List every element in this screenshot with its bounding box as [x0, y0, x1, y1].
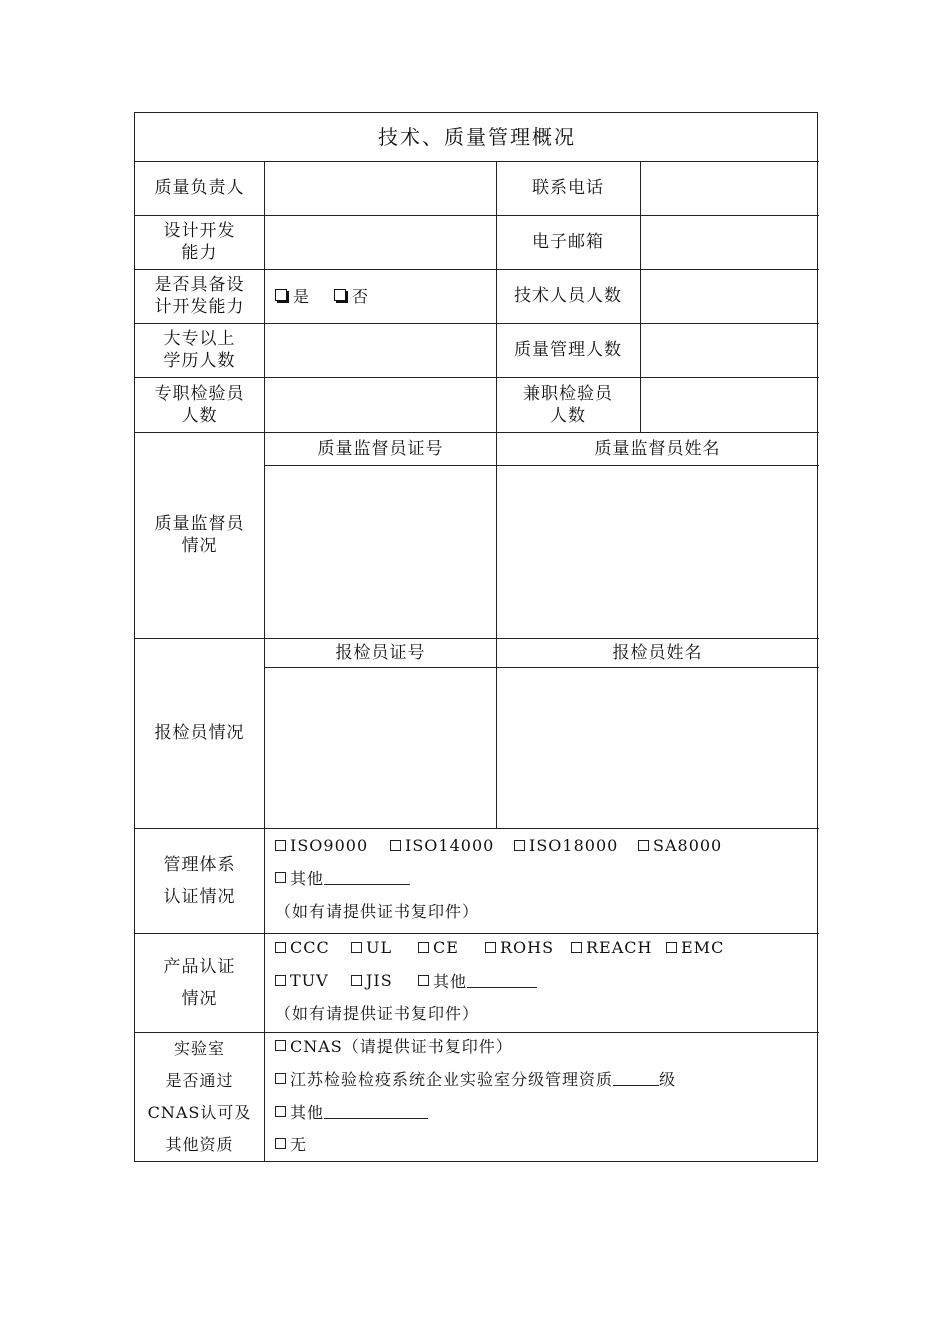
- declarant-name-header: 报检员姓名: [612, 642, 703, 663]
- checkbox-icon[interactable]: [275, 289, 287, 301]
- lab-none-option[interactable]: 无: [275, 1131, 307, 1155]
- no-option[interactable]: 否: [334, 284, 369, 307]
- form-title: 技术、质量管理概况: [378, 125, 576, 149]
- ft-inspectors-label: 专职检验员 人数: [154, 383, 245, 426]
- checkbox-icon[interactable]: [275, 1040, 286, 1051]
- supervisor-name-field[interactable]: [497, 466, 819, 638]
- mgmt-cert-label: 管理体系 认证情况: [163, 854, 236, 907]
- checkbox-icon[interactable]: [485, 942, 496, 953]
- checkbox-icon[interactable]: [275, 840, 286, 851]
- checkbox-icon[interactable]: [666, 942, 677, 953]
- product-cert-label: 产品认证 情况: [163, 956, 236, 1009]
- supervisor-cert-header: 质量监督员证号: [317, 438, 444, 459]
- sa8000-option[interactable]: SA8000: [638, 836, 722, 855]
- checkbox-icon[interactable]: [275, 975, 286, 986]
- product-cert-options: [275, 935, 724, 959]
- checkbox-icon[interactable]: [275, 872, 286, 883]
- supervisor-cert-field[interactable]: [265, 466, 496, 638]
- checkbox-icon[interactable]: [638, 840, 649, 851]
- ft-inspectors-field[interactable]: [265, 378, 496, 432]
- declarant-cert-header: 报检员证号: [335, 642, 426, 663]
- tuv-option[interactable]: TUV: [275, 971, 351, 990]
- checkbox-icon[interactable]: [275, 1138, 286, 1149]
- lab-jiangsu-option[interactable]: 江苏检验检疫系统企业实验室分级管理资质 级: [275, 1066, 676, 1090]
- yes-option[interactable]: 是: [275, 284, 310, 307]
- mgmt-cert-other: [275, 865, 410, 889]
- ul-option[interactable]: UL: [351, 938, 418, 957]
- lab-cnas-option[interactable]: CNAS（请提供证书复印件）: [275, 1033, 513, 1057]
- lab-label: 实验室 是否通过 CNAS认可及 其他资质: [147, 1039, 252, 1154]
- mgmt-cert-note: （如有请提供证书复印件）: [275, 901, 480, 921]
- qm-count-label: 质量管理人数: [514, 340, 622, 360]
- checkbox-icon[interactable]: [351, 942, 362, 953]
- has-design-options: [275, 283, 369, 307]
- design-ability-field[interactable]: [265, 216, 496, 269]
- checkbox-icon[interactable]: [571, 942, 582, 953]
- product-other-blank[interactable]: [467, 973, 537, 988]
- email-label: 电子邮箱: [532, 232, 604, 252]
- declarant-name-field[interactable]: [497, 668, 819, 828]
- declarants-label: 报检员情况: [154, 723, 245, 743]
- college-count-label: 大专以上 学历人数: [163, 329, 236, 371]
- declarant-cert-field[interactable]: [265, 668, 496, 828]
- phone-label: 联系电话: [532, 178, 604, 198]
- college-count-field[interactable]: [265, 324, 496, 377]
- ccc-option[interactable]: CCC: [275, 938, 351, 957]
- qm-count-field[interactable]: [641, 324, 819, 377]
- ce-option[interactable]: CE: [418, 938, 485, 957]
- lab-other-blank[interactable]: [324, 1104, 428, 1119]
- checkbox-icon[interactable]: [418, 975, 429, 986]
- lab-level-blank[interactable]: [613, 1071, 659, 1086]
- supervisors-label: 质量监督员 情况: [154, 514, 245, 556]
- mgmt-other-option[interactable]: 其他: [275, 866, 324, 889]
- checkbox-icon[interactable]: [514, 840, 525, 851]
- pt-inspectors-label: 兼职检验员 人数: [523, 383, 613, 426]
- product-other-option[interactable]: 其他: [418, 969, 467, 992]
- product-cert-note: （如有请提供证书复印件）: [275, 1003, 480, 1023]
- checkbox-icon[interactable]: [351, 975, 362, 986]
- quality-head-field[interactable]: [265, 162, 496, 215]
- jis-option[interactable]: JIS: [351, 971, 418, 990]
- iso14000-option[interactable]: ISO14000: [390, 836, 514, 855]
- mgmt-cert-options: [275, 833, 722, 857]
- checkbox-icon[interactable]: [390, 840, 401, 851]
- tech-count-field[interactable]: [641, 270, 819, 323]
- pt-inspectors-field[interactable]: [641, 378, 819, 432]
- supervisor-name-header: 质量监督员姓名: [594, 438, 721, 459]
- checkbox-icon[interactable]: [275, 942, 286, 953]
- checkbox-icon[interactable]: [334, 289, 346, 301]
- checkbox-icon[interactable]: [418, 942, 429, 953]
- quality-head-label: 质量负责人: [154, 178, 245, 198]
- iso9000-option[interactable]: ISO9000: [275, 836, 390, 855]
- checkbox-icon[interactable]: [275, 1073, 286, 1084]
- email-field[interactable]: [641, 216, 819, 269]
- checkbox-icon[interactable]: [275, 1106, 286, 1117]
- phone-field[interactable]: [641, 162, 819, 215]
- reach-option[interactable]: REACH: [571, 938, 666, 957]
- lab-other-option[interactable]: 其他: [275, 1099, 428, 1123]
- has-design-label: 是否具备设 计开发能力: [154, 275, 245, 317]
- emc-option[interactable]: EMC: [666, 938, 724, 957]
- product-cert-options-2: [275, 968, 537, 992]
- iso18000-option[interactable]: ISO18000: [514, 836, 638, 855]
- tech-quality-form: [134, 112, 818, 1162]
- tech-count-label: 技术人员人数: [514, 286, 622, 306]
- rohs-option[interactable]: ROHS: [485, 938, 571, 957]
- design-ability-label: 设计开发 能力: [163, 221, 236, 263]
- mgmt-other-blank[interactable]: [324, 870, 410, 885]
